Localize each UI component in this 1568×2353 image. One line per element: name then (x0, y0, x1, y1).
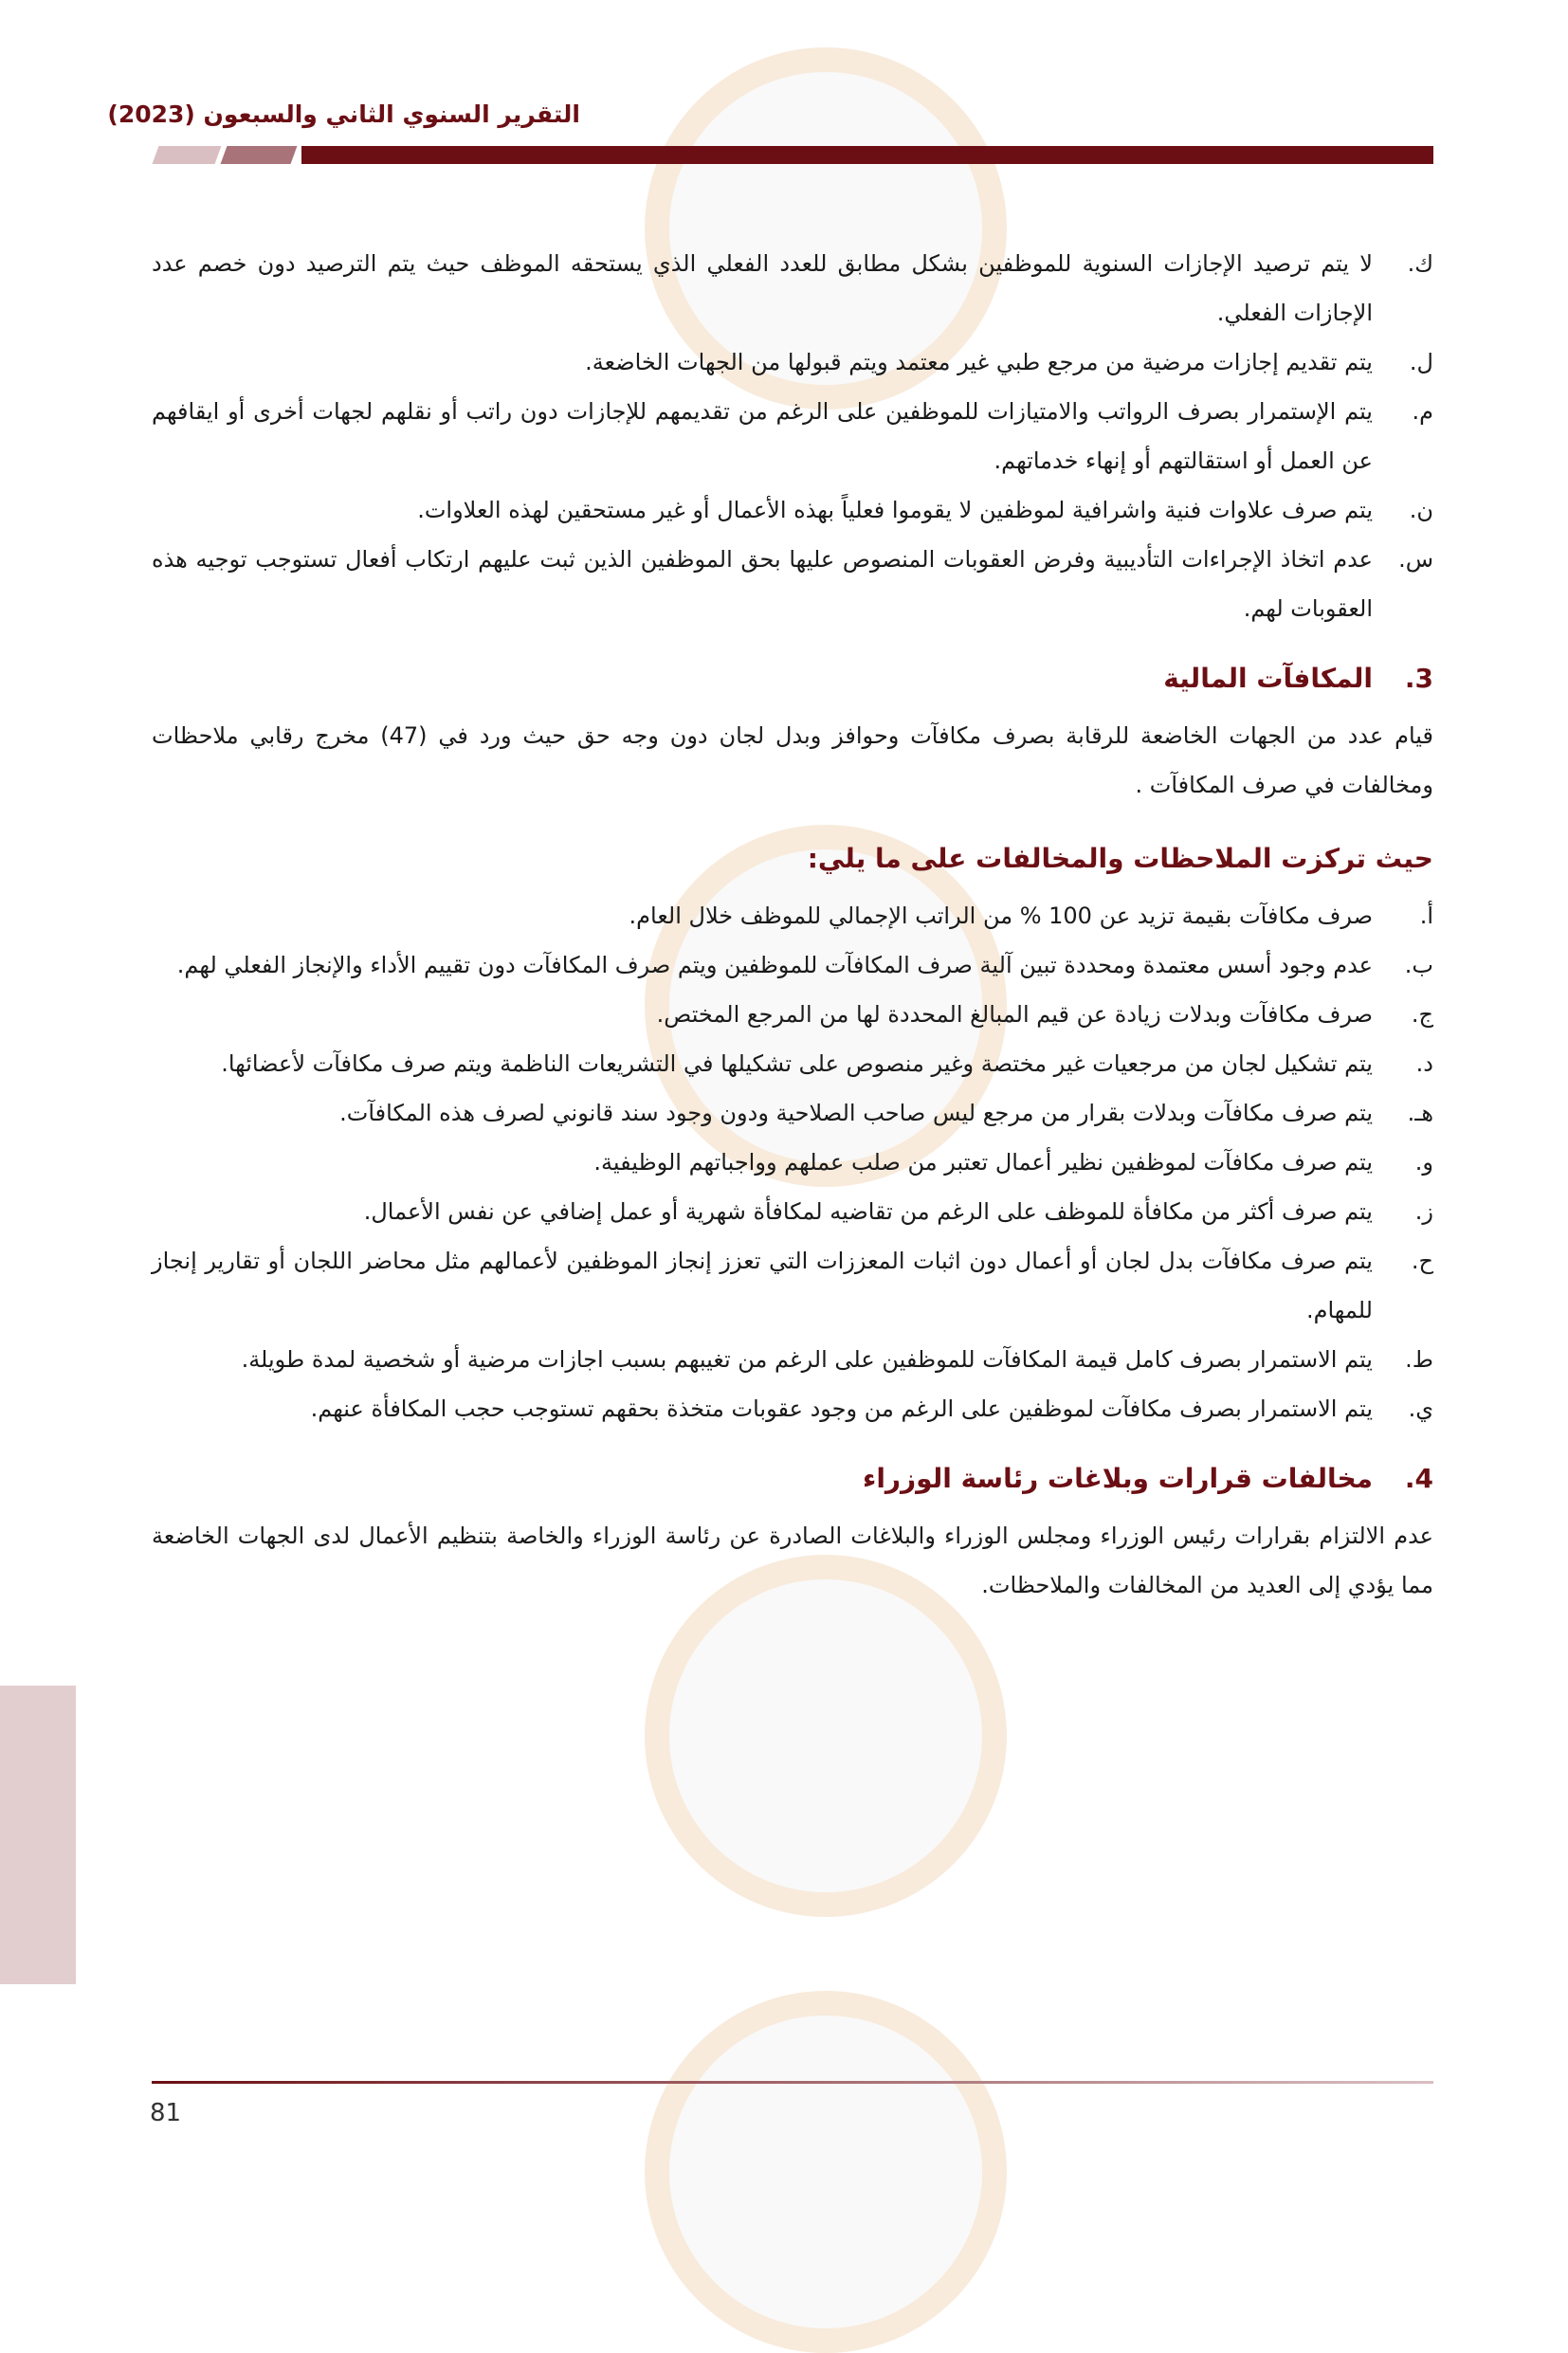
footer-divider (152, 2081, 1433, 2084)
item-label: ط. (1405, 1346, 1433, 1373)
item-text: يتم صرف مكافآت لموظفين نظير أعمال تعتبر من صلب عملهم وواجباتهم الوظيفية. (593, 1149, 1373, 1176)
section-3-heading: 3.المكافآت المالية (1163, 663, 1433, 694)
side-tab (0, 1686, 76, 1984)
list-1 (152, 239, 1433, 633)
item-text: يتم صرف مكافآت بدل لجان أو أعمال دون اثبات المعززات التي تعزز إنجاز الموظفين لأعمالهم مثل محاضر اللجان أو تقارير إنجاز للمهام. (152, 1248, 1373, 1323)
list-item (152, 1088, 1433, 1138)
list-item (152, 485, 1433, 535)
section-4-heading: 4.مخالفات قرارات وبلاغات رئاسة الوزراء (863, 1463, 1433, 1494)
list-item (152, 940, 1433, 990)
item-text: لا يتم ترصيد الإجازات السنوية للموظفين بشكل مطابق للعدد الفعلي الذي يستحقه الموظف حيث يتم الترصيد دون خصم عدد الإجازات الفعلي. (152, 250, 1373, 326)
page-number: 81 (150, 2099, 182, 2127)
item-label: م. (1412, 398, 1433, 425)
list-item (152, 1236, 1433, 1335)
list-item (152, 1039, 1433, 1088)
header-bar (301, 146, 1433, 164)
item-text: يتم صرف أكثر من مكافأة للموظف على الرغم من تقاضيه لمكافأة شهرية أو عمل إضافي عن نفس الأعمال. (363, 1198, 1373, 1225)
item-text: يتم تقديم إجازات مرضية من مرجع طبي غير معتمد ويتم قبولها من الجهات الخاضعة. (585, 349, 1373, 375)
item-label: ل. (1409, 349, 1433, 375)
header-bar-segment (221, 146, 298, 164)
item-label: هـ. (1407, 1100, 1433, 1126)
list-2 (152, 891, 1433, 1433)
list-item (152, 387, 1433, 485)
item-label: ن. (1409, 497, 1433, 523)
item-label: ز. (1414, 1198, 1433, 1225)
list-item (152, 535, 1433, 633)
item-text: عدم اتخاذ الإجراءات التأديبية وفرض العقوبات المنصوص عليها بحق الموظفين الذين ثبت عليهم ارتكاب أفعال تستوجب توجيه هذه العقوبات لهم. (152, 546, 1373, 622)
item-text: يتم الاستمرار بصرف مكافآت لموظفين على الرغم من وجود عقوبات متخذة بحقهم تستوجب حجب المكافأة عنهم. (310, 1395, 1373, 1422)
item-text: عدم وجود أسس معتمدة ومحددة تبين آلية صرف المكافآت للموظفين ويتم صرف المكافآت دون تقييم الأداء والإنجاز الفعلي لهم. (176, 952, 1373, 978)
item-label: أ. (1419, 903, 1433, 929)
item-text: صرف مكافآت وبدلات زيادة عن قيم المبالغ المحددة لها من المرجع المختص. (656, 1001, 1373, 1028)
item-label: ك. (1407, 250, 1433, 277)
list-item (152, 1187, 1433, 1236)
subheading: حيث تركزت الملاحظات والمخالفات على ما يلي: (807, 843, 1433, 874)
item-label: ب. (1404, 952, 1433, 978)
item-text: يتم صرف علاوات فنية واشرافية لموظفين لا يقوموا فعلياً بهذه الأعمال أو غير مستحقين لهذه العلاوات. (417, 497, 1373, 523)
list-item (152, 337, 1433, 387)
item-label: د. (1415, 1050, 1433, 1077)
list-item (152, 990, 1433, 1039)
watermark-clock (645, 1991, 1007, 2353)
item-label: ي. (1408, 1395, 1433, 1422)
list-item (152, 1384, 1433, 1433)
section-3-paragraph: قيام عدد من الجهات الخاضعة للرقابة بصرف مكافآت وحوافز وبدل لجان دون وجه حق حيث ورد في (47) مخرج رقابي ملاحظات ومخالفات في صرف المكافآت . (152, 722, 1433, 798)
item-text: يتم الاستمرار بصرف كامل قيمة المكافآت للموظفين على الرغم من تغيبهم بسبب اجازات مرضية أو شخصية لمدة طويلة. (241, 1346, 1373, 1373)
item-text: صرف مكافآت بقيمة تزيد عن 100 % من الراتب الإجمالي للموظف خلال العام. (629, 903, 1373, 929)
list-item (152, 1138, 1433, 1187)
item-label: و. (1414, 1149, 1433, 1176)
list-item (152, 239, 1433, 337)
report-title: التقرير السنوي الثاني والسبعون (2023) (107, 100, 580, 128)
item-label: س. (1398, 546, 1433, 573)
list-item (152, 891, 1433, 940)
item-text: يتم تشكيل لجان من مرجعيات غير مختصة وغير منصوص على تشكيلها في التشريعات الناظمة ويتم صرف مكافآت لأعضائها. (221, 1050, 1373, 1077)
item-label: ح. (1411, 1248, 1433, 1274)
item-label: ج. (1411, 1001, 1433, 1028)
header-bar-segment (153, 146, 222, 164)
item-text: يتم الإستمرار بصرف الرواتب والامتيازات للموظفين على الرغم من تقديمهم للإجازات دون راتب أو نقلهم لجهات أخرى أو ايقافهم عن العمل أو استقالتهم أو إنهاء خدماتهم. (152, 398, 1373, 474)
list-item (152, 1335, 1433, 1384)
main-content (152, 239, 1433, 1610)
item-text: يتم صرف مكافآت وبدلات بقرار من مرجع ليس صاحب الصلاحية ودون وجود سند قانوني لصرف هذه المكافآت. (339, 1100, 1373, 1126)
section-4-paragraph: عدم الالتزام بقرارات رئيس الوزراء ومجلس الوزراء والبلاغات الصادرة عن رئاسة الوزراء والخاصة بتنظيم الأعمال لدى الجهات الخاضعة مما يؤدي إلى العديد من المخالفات والملاحظات. (152, 1523, 1433, 1598)
